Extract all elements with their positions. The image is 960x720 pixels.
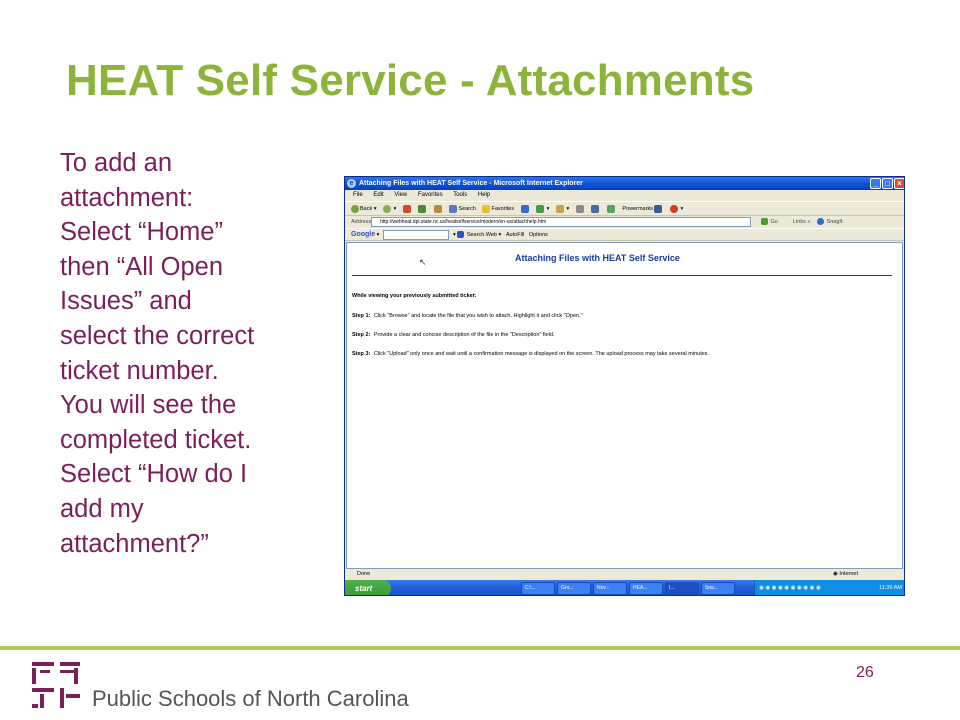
taskbar-item[interactable]: HEA...: [629, 582, 663, 595]
menu-file[interactable]: File: [353, 192, 363, 198]
page-number: 26: [856, 664, 874, 681]
taskbar-item[interactable]: Nov...: [593, 582, 627, 595]
google-search-icon: [457, 231, 464, 238]
history-icon: [536, 205, 544, 213]
instruction-line: attachment?”: [60, 529, 209, 558]
refresh-button[interactable]: [418, 202, 427, 216]
norton-button[interactable]: ▾: [670, 202, 683, 216]
edit-icon: [591, 205, 599, 213]
home-button[interactable]: [434, 202, 443, 216]
google-search-web-button[interactable]: ▾ Search Web ▾: [453, 232, 502, 238]
refresh-icon: [418, 205, 426, 213]
ncdpi-logo-icon: [30, 660, 84, 712]
address-input[interactable]: http://webheat.dpi.state.nc.us/heatselfservice/modern/en-us/attachhelp.htm: [371, 217, 751, 227]
start-button[interactable]: start: [345, 580, 391, 596]
instruction-line: completed ticket.: [60, 425, 252, 454]
menu-tools[interactable]: Tools: [453, 192, 468, 198]
back-arrow-icon: [351, 205, 359, 213]
go-arrow-icon: [761, 218, 768, 225]
google-search-input[interactable]: [383, 230, 449, 240]
ie-icon: e: [347, 179, 356, 188]
maximize-button[interactable]: □: [882, 178, 893, 189]
stop-icon: [403, 205, 411, 213]
content-heading: Attaching Files with HEAT Self Service: [515, 253, 680, 263]
google-options-button[interactable]: Options: [528, 232, 548, 238]
home-icon: [434, 205, 442, 213]
links-button[interactable]: Links »: [793, 219, 811, 225]
menu-help[interactable]: Help: [477, 192, 491, 198]
address-bar: [345, 216, 904, 228]
mail-button[interactable]: ▾: [556, 202, 569, 216]
standard-toolbar: [345, 201, 904, 216]
print-icon: [576, 205, 584, 213]
step-item: Step 1: Click "Browse" and locate the file that you wish to attach. Highlight it and click "Open.": [352, 313, 583, 319]
media-icon: [521, 205, 529, 213]
instruction-line: Issues” and: [60, 287, 192, 316]
taskbar-item[interactable]: C:\...: [521, 582, 555, 595]
history-button[interactable]: ▾: [536, 202, 549, 216]
taskbar-item[interactable]: I...: [665, 582, 699, 595]
forward-button[interactable]: ▾: [383, 202, 396, 216]
clock: 11:36 AM: [879, 585, 902, 591]
back-button[interactable]: Back ▾: [351, 202, 377, 216]
instruction-line: select the correct: [60, 321, 255, 350]
window-titlebar[interactable]: [345, 177, 904, 190]
google-logo[interactable]: Google: [351, 231, 376, 238]
instruction-line: ticket number.: [60, 356, 219, 385]
instruction-line: add my: [60, 494, 144, 523]
edit-button[interactable]: [591, 202, 600, 216]
menu-edit[interactable]: Edit: [373, 192, 384, 198]
menu-view[interactable]: View: [394, 192, 408, 198]
step-item: Step 2: Provide a clear and concise description of the file in the "Description" field.: [352, 332, 555, 338]
go-button[interactable]: Go: [761, 217, 778, 227]
print-button[interactable]: [576, 202, 585, 216]
taskbar-item[interactable]: Sna...: [701, 582, 735, 595]
star-icon: [482, 205, 490, 213]
tray-icons[interactable]: ◉ ◉ ◉ ◉ ◉ ◉ ◉ ◉ ◉ ◉: [759, 585, 821, 591]
snagit-icon: [817, 218, 824, 225]
powermarks-icon: [654, 205, 662, 213]
page-content: [346, 242, 903, 569]
window-title: Attaching Files with HEAT Self Service - Microsoft Internet Explorer: [359, 180, 583, 187]
content-divider: [352, 275, 892, 276]
snagit-button[interactable]: SnagIt: [817, 216, 842, 228]
search-button[interactable]: Search: [449, 202, 475, 216]
instruction-line: Select “How do I: [60, 460, 248, 489]
step-item: Step 3: Click "Upload" only once and wait until a confirmation message is displayed on the screen. The upload process may take several minutes.: [352, 351, 710, 357]
menu-favorites[interactable]: Favorites: [417, 192, 443, 198]
search-icon: [449, 205, 457, 213]
favorites-button[interactable]: Favorites: [482, 202, 514, 216]
browser-screenshot: [344, 176, 905, 596]
instruction-line: To add an: [60, 149, 173, 177]
taskbar: [345, 580, 904, 596]
status-text: Done: [357, 571, 371, 577]
forward-arrow-icon: [383, 205, 391, 213]
system-tray: [754, 580, 905, 596]
mail-icon: [556, 205, 564, 213]
status-zone: ◉ Internet: [833, 571, 858, 577]
messenger-icon: [607, 205, 615, 213]
powermarks-button[interactable]: Powermarks: [622, 202, 663, 216]
mouse-cursor-icon: ↖: [419, 257, 427, 267]
footer-organization: Public Schools of North Carolina: [92, 686, 409, 711]
instruction-line: then “All Open: [60, 252, 224, 281]
messenger-button[interactable]: [607, 202, 616, 216]
stop-button[interactable]: [403, 202, 412, 216]
google-autofill-button[interactable]: AutoFill: [505, 232, 525, 238]
status-bar: [345, 570, 904, 579]
slide-title: HEAT Self Service - Attachments: [66, 56, 755, 105]
minimize-button[interactable]: _: [870, 178, 881, 189]
google-toolbar: Google ▾ ▾ Search Web ▾ AutoFill Options: [345, 228, 904, 241]
instruction-text: [60, 146, 315, 561]
content-subheading: While viewing your previously submitted ticket:: [352, 293, 477, 299]
close-button[interactable]: ×: [894, 178, 905, 189]
instruction-line: You will see the: [60, 391, 237, 420]
media-button[interactable]: [521, 202, 530, 216]
instruction-line: attachment:: [60, 183, 194, 212]
menu-bar: [345, 190, 904, 201]
address-label: Address: [351, 219, 372, 225]
taskbar-item[interactable]: Gro...: [557, 582, 591, 595]
instruction-line: Select “Home”: [60, 218, 223, 247]
norton-icon: [670, 205, 678, 213]
footer-rule: [0, 646, 960, 650]
